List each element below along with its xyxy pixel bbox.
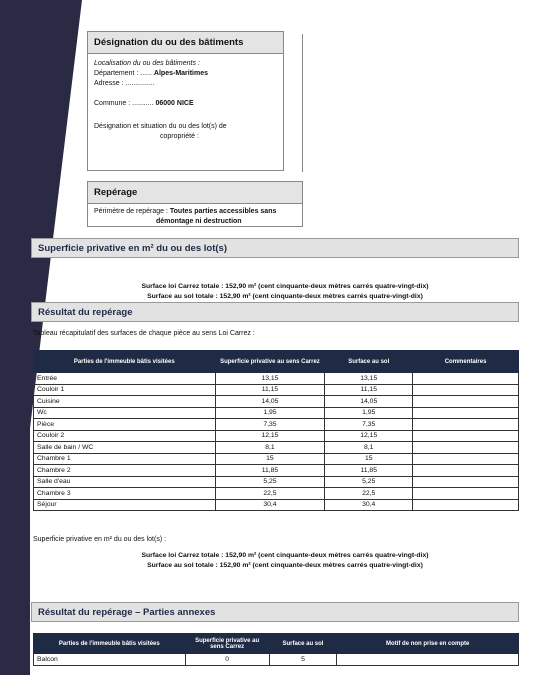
table-cell — [413, 396, 519, 408]
departement-line — [94, 69, 277, 79]
tableau-intro: Tableau récapitulatif des surfaces de chaque pièce au sens Loi Carrez : — [33, 330, 255, 337]
table-cell: 11,85 — [325, 465, 413, 477]
table-row — [34, 654, 519, 666]
annex-header-parties: Parties de l'immeuble bâtis visitées — [34, 634, 186, 654]
total-carrez-2: Surface loi Carrez totale : 152,90 m² (cent cinquante-deux mètres carrés quatre-vingt-dix) — [141, 552, 429, 559]
table-cell — [413, 430, 519, 442]
table-cell — [413, 419, 519, 431]
annexes-section-title: Résultat du repérage – Parties annexes — [31, 602, 519, 622]
table-cell: 11,85 — [215, 465, 325, 477]
table-cell: 7,35 — [215, 419, 325, 431]
adresse-line: Adresse : ............... — [94, 80, 155, 88]
header-sol: Surface au sol — [325, 351, 413, 373]
reperage-body — [88, 204, 302, 232]
designation-body — [88, 54, 283, 147]
table-row — [34, 430, 519, 442]
table-cell: 30,4 — [215, 499, 325, 511]
table-row — [34, 499, 519, 511]
table-cell: 1,95 — [325, 407, 413, 419]
table-row — [34, 442, 519, 454]
table-cell: Salle de bain / WC — [34, 442, 216, 454]
table-cell: Wc — [34, 407, 216, 419]
table-cell: 30,4 — [325, 499, 413, 511]
header-parties: Parties de l'immeuble bâtis visitées — [34, 351, 216, 373]
annex-header-sol: Surface au sol — [269, 634, 337, 654]
table-cell — [413, 407, 519, 419]
table-cell: Chambre 2 — [34, 465, 216, 477]
table-cell: 8,1 — [325, 442, 413, 454]
table-cell — [413, 488, 519, 500]
surfaces-table-body — [34, 373, 519, 511]
total-sol-2: Surface au sol totale : 152,90 m² (cent cinquante-deux mètres carrés quatre-vingt-dix) — [147, 562, 423, 570]
table-cell: Balcon — [34, 654, 186, 666]
table-cell — [413, 384, 519, 396]
table-cell — [337, 654, 519, 666]
header-commentaires: Commentaires — [413, 351, 519, 373]
table-row — [34, 419, 519, 431]
perimetre-value-1: Toutes parties accessibles sans — [169, 208, 277, 215]
table-cell: 22,5 — [215, 488, 325, 500]
table-cell — [413, 373, 519, 385]
departement-label: Département : ...... — [94, 70, 152, 78]
table-cell — [413, 453, 519, 465]
reperage-title: Repérage — [88, 182, 302, 204]
table-cell: Chambre 1 — [34, 453, 216, 465]
lots-line-1: Désignation et situation du ou des lot(s) de — [94, 122, 227, 130]
table-cell: 5,25 — [215, 476, 325, 488]
sidebar-strip — [0, 0, 30, 675]
designation-box — [87, 31, 284, 171]
surfaces-table — [33, 350, 519, 511]
table-row — [34, 465, 519, 477]
table-cell — [413, 476, 519, 488]
departement-value: Alpes-Maritimes — [153, 70, 208, 78]
annex-table-body — [34, 654, 519, 666]
table-row — [34, 384, 519, 396]
total-sol: Surface au sol totale : 152,90 m² (cent cinquante-deux mètres carrés quatre-vingt-dix) — [147, 293, 423, 301]
table-row — [34, 476, 519, 488]
table-cell: 12,15 — [325, 430, 413, 442]
table-cell — [413, 442, 519, 454]
table-cell: Entrée — [34, 373, 216, 385]
perimetre-label: Périmètre de repérage : — [94, 208, 168, 215]
resultat-section-title: Résultat du repérage — [31, 302, 519, 322]
localisation-label: Localisation du ou des bâtiments : — [94, 60, 200, 67]
table-row — [34, 453, 519, 465]
vertical-divider — [302, 34, 303, 172]
table-cell: 11,15 — [325, 384, 413, 396]
table-cell: 12,15 — [215, 430, 325, 442]
perimetre-value-2: démontage ni destruction — [156, 218, 242, 226]
table-row — [34, 396, 519, 408]
superficie-line: Superficie privative en m² du ou des lot(s) : — [33, 536, 167, 543]
commune-line — [94, 99, 277, 109]
table-cell: 14,05 — [325, 396, 413, 408]
table-cell — [413, 499, 519, 511]
annex-header-motif: Motif de non prise en compte — [337, 634, 519, 654]
commune-label: Commune : ........... — [94, 100, 154, 108]
table-cell: 15 — [325, 453, 413, 465]
table-row — [34, 373, 519, 385]
table-cell: 11,15 — [215, 384, 325, 396]
table-cell: Séjour — [34, 499, 216, 511]
designation-title: Désignation du ou des bâtiments — [88, 32, 283, 54]
table-cell: 14,05 — [215, 396, 325, 408]
table-cell: Couloir 1 — [34, 384, 216, 396]
table-cell: 5 — [269, 654, 337, 666]
total-carrez: Surface loi Carrez totale : 152,90 m² (cent cinquante-deux mètres carrés quatre-vingt-dix) — [141, 283, 429, 290]
lots-line-2: copropriété : — [160, 132, 199, 140]
table-cell: 13,15 — [325, 373, 413, 385]
table-cell: Couloir 2 — [34, 430, 216, 442]
totals-block-2 — [90, 551, 480, 571]
table-row — [34, 488, 519, 500]
table-cell: Cuisine — [34, 396, 216, 408]
table-cell: Chambre 3 — [34, 488, 216, 500]
annex-table — [33, 633, 519, 666]
table-cell: 7,35 — [325, 419, 413, 431]
table-cell: 22,5 — [325, 488, 413, 500]
header-carrez: Superficie privative au sens Carrez — [215, 351, 325, 373]
table-cell: Pièce — [34, 419, 216, 431]
commune-value: 06000 NICE — [155, 100, 194, 108]
superficie-section-title: Superficie privative en m² du ou des lot(s) — [31, 238, 519, 258]
table-cell: Salle d'eau — [34, 476, 216, 488]
perimetre-line — [94, 207, 296, 217]
table-cell: 0 — [185, 654, 269, 666]
table-cell — [413, 465, 519, 477]
table-cell: 5,25 — [325, 476, 413, 488]
annex-header-carrez: Superficie privative au sens Carrez — [185, 634, 269, 654]
table-cell: 1,95 — [215, 407, 325, 419]
table-cell: 15 — [215, 453, 325, 465]
reperage-box — [87, 181, 303, 227]
table-cell: 8,1 — [215, 442, 325, 454]
table-cell: 13,15 — [215, 373, 325, 385]
table-row — [34, 407, 519, 419]
totals-block — [90, 282, 480, 302]
